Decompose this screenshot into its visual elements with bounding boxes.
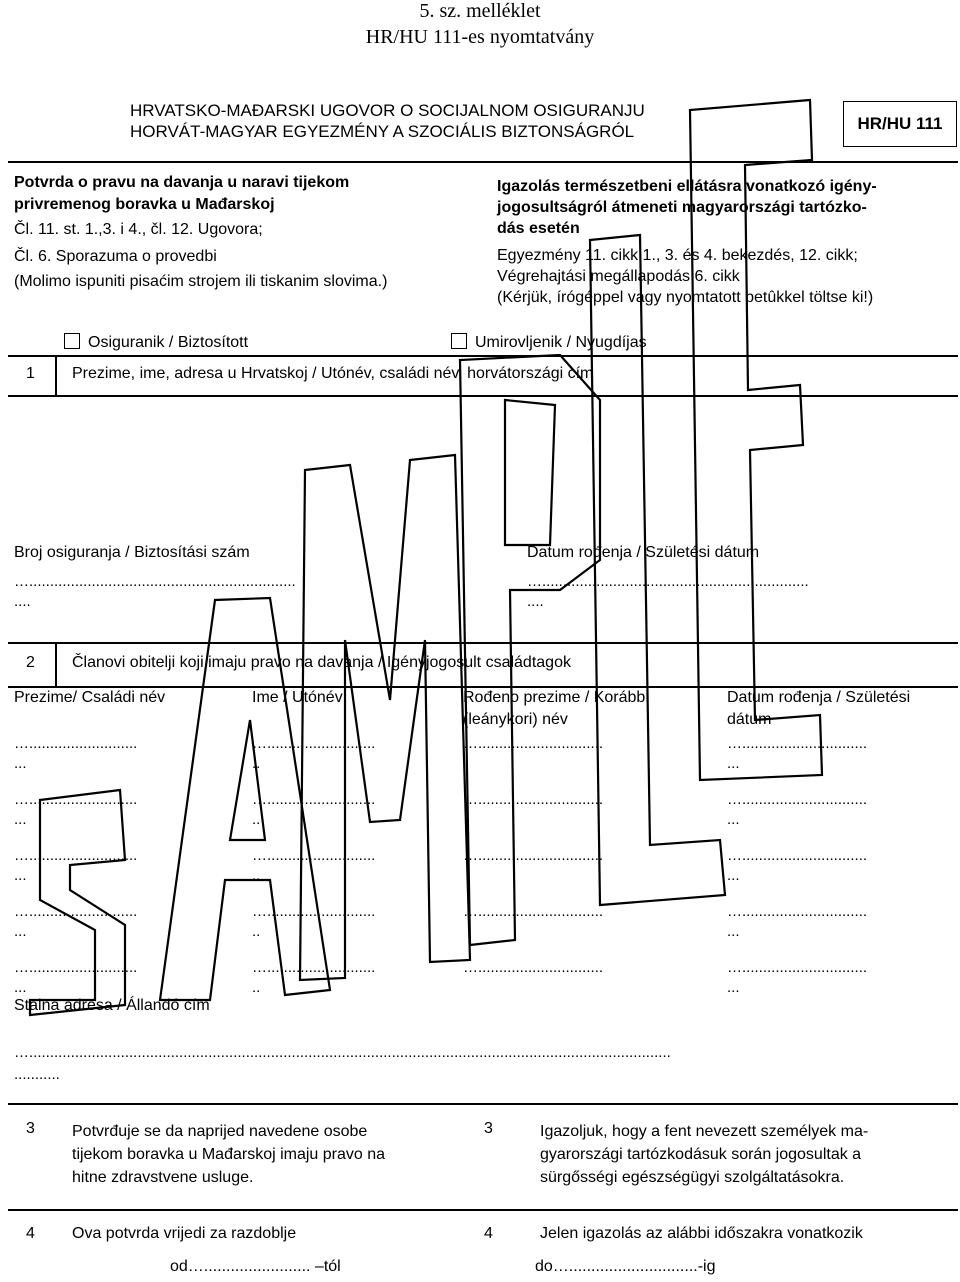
dots: ... xyxy=(14,755,27,772)
dots: ….............................. xyxy=(727,735,868,752)
section1-number: 1 xyxy=(26,365,35,382)
firstname-cell[interactable] xyxy=(252,734,375,774)
section4-text-hu: Jelen igazolás az alábbi időszakra vonatkozik xyxy=(540,1225,863,1242)
dots: .. xyxy=(252,811,261,828)
birth-date-field[interactable] xyxy=(527,572,809,612)
treaty-title-hr: HRVATSKO-MAĐARSKI UGOVOR O SOCIJALNOM OSIGURANJU xyxy=(130,101,645,120)
dots: .. xyxy=(252,923,261,940)
address-dots-2: ........... xyxy=(14,1066,60,1083)
dots: .. xyxy=(252,867,261,884)
birthdate-cell[interactable] xyxy=(727,734,867,774)
firstname-cell[interactable] xyxy=(252,790,375,830)
pensioner-option[interactable] xyxy=(451,333,647,352)
section3-hr-line1: Potvrđuje se da naprijed navedene osobe xyxy=(72,1123,368,1140)
firstname-cell[interactable] xyxy=(252,958,375,998)
dots: ….............................. xyxy=(463,847,604,864)
title-hr-instruction: (Molimo ispuniti pisaćim strojem ili tiskanim slovima.) xyxy=(14,273,388,290)
section3-hu-line1: Igazoljuk, hogy a fent nevezett személyek ma- xyxy=(540,1123,869,1140)
col-firstname-header: Ime / Utónév xyxy=(252,689,343,706)
surname-cell[interactable] xyxy=(14,846,137,886)
title-hu-line2: jogosultságról átmeneti magyarországi tartózko- xyxy=(497,199,867,216)
title-hr-ref2: Čl. 6. Sporazuma o provedbi xyxy=(14,248,217,265)
insurance-number-field[interactable] xyxy=(14,572,296,612)
dots: ….............................. xyxy=(727,791,868,808)
family-row[interactable] xyxy=(0,846,960,896)
section3-top-rule xyxy=(8,1103,958,1105)
section3-number-hu: 3 xyxy=(484,1120,493,1137)
maidenname-cell[interactable] xyxy=(463,846,603,866)
section2-label: Članovi obitelji koji imaju pravo na davanja / Igényjogosult családtagok xyxy=(72,654,571,671)
col-birthdate-header-1: Datum rođenja / Születési xyxy=(727,689,911,706)
insured-label: Osiguranik / Biztosított xyxy=(88,334,249,351)
title-hu-line1: Igazolás természetbeni ellátásra vonatkozó igény- xyxy=(497,178,877,195)
surname-cell[interactable] xyxy=(14,902,137,942)
dots: .. xyxy=(252,979,261,996)
treaty-title-hu: HORVÁT-MAGYAR EGYEZMÉNY A SZOCIÁLIS BIZTONSÁGRÓL xyxy=(130,122,635,141)
surname-cell[interactable] xyxy=(14,734,137,774)
dots: ….......................... xyxy=(14,735,138,752)
form-code-box: HR/HU 111 xyxy=(843,101,957,147)
dots: ... xyxy=(727,979,740,996)
dots: ….............................. xyxy=(727,847,868,864)
section2-number: 2 xyxy=(26,654,35,671)
header-rule xyxy=(8,161,958,163)
section2-top-rule xyxy=(8,642,958,644)
title-hu-ref1: Egyezmény 11. cikk 1., 3. és 4. bekezdés, 12. cikk; xyxy=(497,247,858,264)
dots: ... xyxy=(14,979,27,996)
dots: ….............................. xyxy=(463,791,604,808)
birth-date-dots-2: .... xyxy=(527,593,544,610)
insurance-number-label: Broj osiguranja / Biztosítási szám xyxy=(14,544,250,561)
dots: ….......................... xyxy=(14,903,138,920)
col-surname-header: Prezime/ Családi név xyxy=(14,689,166,706)
section3-text-hu xyxy=(540,1120,868,1189)
section1-number-divider xyxy=(55,355,57,395)
section1-label: Prezime, ime, adresa u Hrvatskoj / Utónév, családi név, horvátországi cím xyxy=(72,365,594,382)
dots: ... xyxy=(727,811,740,828)
title-hu-ref2: Végrehajtási megállapodás 6. cikk xyxy=(497,268,740,285)
birthdate-cell[interactable] xyxy=(727,958,867,998)
maidenname-cell[interactable] xyxy=(463,734,603,754)
family-row[interactable] xyxy=(0,734,960,784)
permanent-address-field[interactable] xyxy=(14,1042,671,1086)
insured-checkbox[interactable] xyxy=(64,333,80,349)
family-row[interactable] xyxy=(0,902,960,952)
maidenname-cell[interactable] xyxy=(463,958,603,978)
dots: ….......................... xyxy=(14,847,138,864)
pensioner-label: Umirovljenik / Nyugdíjas xyxy=(475,334,647,351)
col-birthdate-header-2: dátum xyxy=(727,711,772,728)
dots: ….............................. xyxy=(727,959,868,976)
dots: ….......................... xyxy=(14,959,138,976)
insurance-number-dots: …................................................................ xyxy=(14,573,296,590)
section4-number-hu: 4 xyxy=(484,1225,493,1242)
dots: ….......................... xyxy=(252,791,376,808)
section3-text-hr xyxy=(72,1120,385,1189)
section3-hu-line3: sürgősségi egészségügyi szolgáltatásokra. xyxy=(540,1169,845,1186)
section1-top-rule xyxy=(8,355,958,357)
surname-cell[interactable] xyxy=(14,958,137,998)
annex-title: 5. sz. melléklet xyxy=(419,0,541,22)
family-row[interactable] xyxy=(0,958,960,1002)
birth-date-label: Datum rođenja / Születési dátum xyxy=(527,544,760,561)
insurance-number-dots-2: .... xyxy=(14,593,31,610)
section3-number-hr: 3 xyxy=(26,1120,35,1137)
dots: ... xyxy=(14,811,27,828)
dots: ... xyxy=(14,867,27,884)
dots: ….............................. xyxy=(463,959,604,976)
dots: .. xyxy=(252,755,261,772)
dots: ….......................... xyxy=(252,847,376,864)
title-hu-instruction: (Kérjük, írógéppel vagy nyomtatott betûkkel töltse ki!) xyxy=(497,289,874,306)
section2-number-divider xyxy=(55,642,57,686)
col-maidenname-header-2: (leánykori) név xyxy=(463,711,568,728)
name-address-field[interactable] xyxy=(8,397,958,535)
address-dots: ….......................................................................................................................................................... xyxy=(14,1044,671,1061)
birthdate-cell[interactable] xyxy=(727,790,867,830)
family-row[interactable] xyxy=(0,790,960,840)
pensioner-checkbox[interactable] xyxy=(451,333,467,349)
form-name: HR/HU 111-es nyomtatvány xyxy=(365,26,595,48)
title-hr-ref1: Čl. 11. st. 1.,3. i 4., čl. 12. Ugovora; xyxy=(14,221,263,238)
period-to-field[interactable]: do….............................-ig xyxy=(535,1258,716,1275)
dots: ….............................. xyxy=(727,903,868,920)
firstname-cell[interactable] xyxy=(252,846,375,886)
dots: ... xyxy=(14,923,27,940)
surname-cell[interactable] xyxy=(14,790,137,830)
section3-hr-line3: hitne zdravstvene usluge. xyxy=(72,1169,254,1186)
birthdate-cell[interactable] xyxy=(727,902,867,942)
dots: ….............................. xyxy=(463,735,604,752)
dots: ….......................... xyxy=(252,959,376,976)
firstname-cell[interactable] xyxy=(252,902,375,942)
insured-option[interactable] xyxy=(64,333,248,352)
section3-hr-line2: tijekom boravka u Mađarskoj imaju pravo na xyxy=(72,1146,386,1163)
dots: ….......................... xyxy=(252,735,376,752)
dots: ….............................. xyxy=(463,903,604,920)
section4-number-hr: 4 xyxy=(26,1225,35,1242)
maidenname-cell[interactable] xyxy=(463,790,603,810)
period-from-field[interactable]: od…........................ –tól xyxy=(170,1258,341,1275)
maidenname-cell[interactable] xyxy=(463,902,603,922)
dots: ... xyxy=(727,755,740,772)
section3-hu-line2: gyarországi tartózkodásuk során jogosultak a xyxy=(540,1146,862,1163)
dots: ….......................... xyxy=(14,791,138,808)
col-maidenname-header-1: Rođeno prezime / Korábbi xyxy=(463,689,649,706)
birth-date-dots: …................................................................ xyxy=(527,573,809,590)
permanent-address-label: Stalna adresa / Állandó cím xyxy=(14,997,210,1014)
section2-label-rule xyxy=(8,686,958,688)
title-hr-line2: privremenog boravka u Mađarskoj xyxy=(14,196,275,213)
dots: ... xyxy=(727,923,740,940)
birthdate-cell[interactable] xyxy=(727,846,867,886)
section4-top-rule xyxy=(8,1209,958,1211)
dots: ….......................... xyxy=(252,903,376,920)
title-hr-line1: Potvrda o pravu na davanja u naravi tijekom xyxy=(14,174,350,191)
section4-text-hr: Ova potvrda vrijedi za razdoblje xyxy=(72,1225,297,1242)
dots: ... xyxy=(727,867,740,884)
title-hu-line3: dás esetén xyxy=(497,220,580,237)
